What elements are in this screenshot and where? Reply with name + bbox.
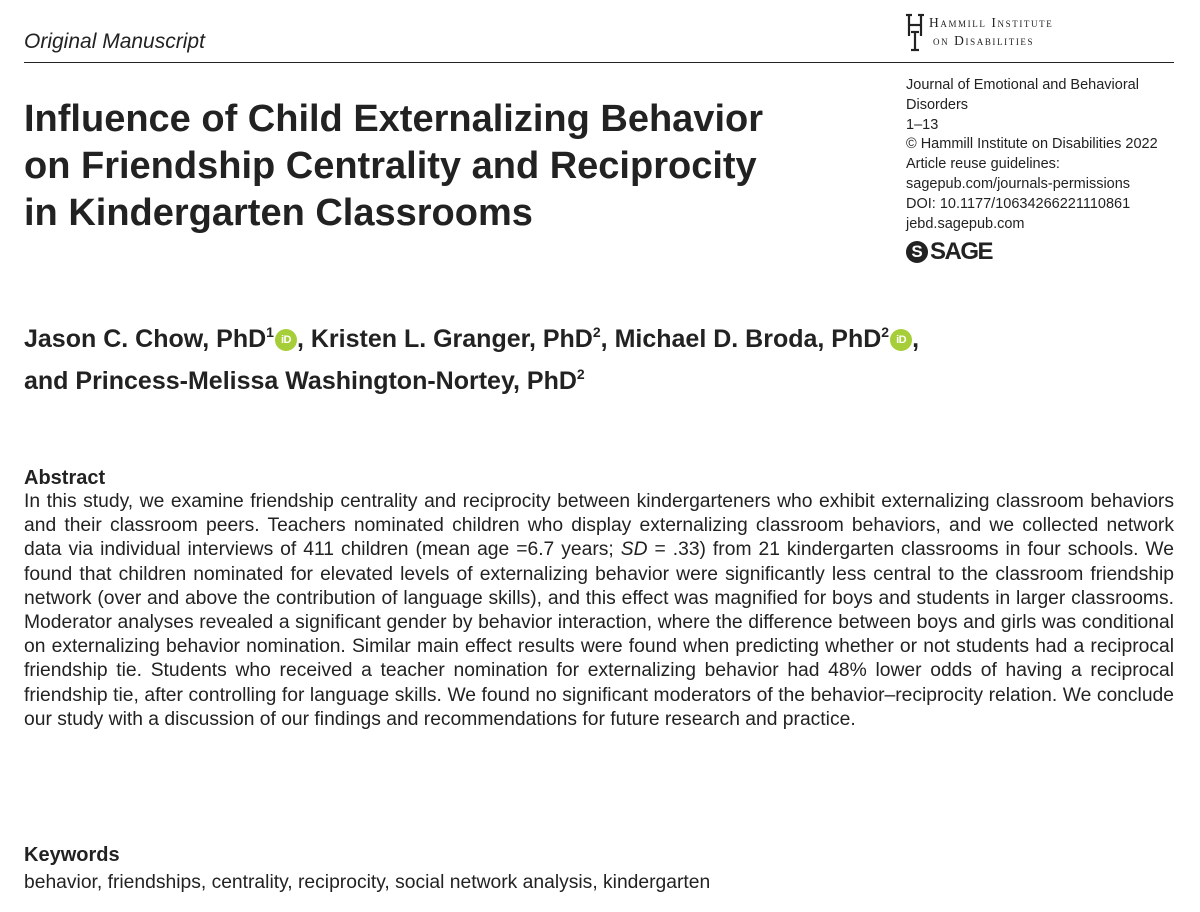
- author-list: [24, 315, 1174, 399]
- keywords-heading: Keywords: [24, 844, 120, 866]
- author-separator: ,: [296, 325, 311, 353]
- journal-url-link[interactable]: jebd.sagepub.com: [906, 215, 1025, 232]
- reuse-guidelines-link[interactable]: sagepub.com/journals-permissions: [906, 175, 1131, 192]
- author-name: Michael D. Broda, PhD: [614, 325, 882, 353]
- abstract-text: [24, 490, 1174, 732]
- doi[interactable]: DOI: 10.1177/10634266221110861: [906, 195, 1131, 212]
- publisher-name-line2: on Disabilities: [933, 33, 1035, 48]
- sage-logo: [906, 238, 1186, 266]
- journal-info-block: [906, 76, 1186, 266]
- title-line-2: on Friendship Centrality and Reciprocity: [24, 145, 757, 187]
- publisher-name-line1: Hammill Institute: [929, 15, 1054, 30]
- publisher-logo: [905, 12, 1175, 52]
- author-name: Jason C. Chow, PhD: [24, 325, 267, 353]
- author-name: Princess-Melissa Washington-Nortey, PhD: [75, 367, 577, 395]
- title-line-1: Influence of Child Externalizing Behavior: [24, 98, 763, 140]
- author-affiliation: 2: [592, 324, 601, 340]
- abstract-text-part-2: = .33) from 21 kindergarten classrooms in four schools. We found that children nominated for elevated levels of externalizing behavior were significantly less central to the classroom friendship network (over and above the contribution of language skills), and this effect was magnified for boys and students in larger classrooms. Moderator analyses revealed a significant gender by behavior interaction, where the difference between boys and girls was conditional on externalizing behavior nomination. Similar main effect results were found when predicting whether or not students had a reciprocal friendship tie. Students who received a teacher nomination for externalizing behavior had 48% lower odds of having a reciprocal friendship tie, after controlling for language skills. We found no significant moderators of the behavior–reciprocity relation. We conclude our study with a discussion of our findings and recommendations for future research and practice.: [24, 539, 1174, 730]
- author-name: Kristen L. Granger, PhD: [310, 325, 593, 353]
- abstract-text-part-1: In this study, we examine friendship centrality and reciprocity between kindergarteners who exhibit externalizing classroom behaviors and their classroom peers. Teachers nominated children who display externalizing classroom behaviors, and we collected network data via individual interviews of 411 children (mean age =6.7 years;: [24, 491, 1174, 561]
- orcid-icon[interactable]: iD: [890, 329, 912, 351]
- orcid-icon[interactable]: iD: [275, 329, 297, 351]
- author-separator: ,: [912, 325, 920, 353]
- sage-s-icon: S: [906, 241, 928, 263]
- abstract-heading: Abstract: [24, 467, 106, 489]
- keywords-list: behavior, friendships, centrality, reciprocity, social network analysis, kindergarten: [24, 872, 711, 893]
- copyright-notice: © Hammill Institute on Disabilities 2022: [906, 136, 1158, 153]
- publisher-name: [929, 14, 1053, 50]
- author-affiliation: 2: [576, 366, 585, 382]
- journal-name-line2: Disorders: [906, 96, 969, 113]
- author-separator: ,: [600, 325, 615, 353]
- header-divider: [24, 62, 1174, 63]
- author-affiliation: 2: [881, 324, 890, 340]
- manuscript-type-label: Original Manuscript: [24, 30, 205, 53]
- article-title: [24, 96, 874, 237]
- title-line-3: in Kindergarten Classrooms: [24, 192, 533, 234]
- page-range: 1–13: [906, 116, 939, 133]
- author-affiliation: 1: [266, 324, 274, 340]
- reuse-guidelines-label: Article reuse guidelines:: [906, 156, 1060, 173]
- sd-label: SD: [620, 539, 648, 561]
- sage-logo-text: SAGE: [930, 238, 993, 266]
- author-prefix: and: [24, 367, 76, 395]
- journal-name-line1: Journal of Emotional and Behavioral: [906, 77, 1139, 93]
